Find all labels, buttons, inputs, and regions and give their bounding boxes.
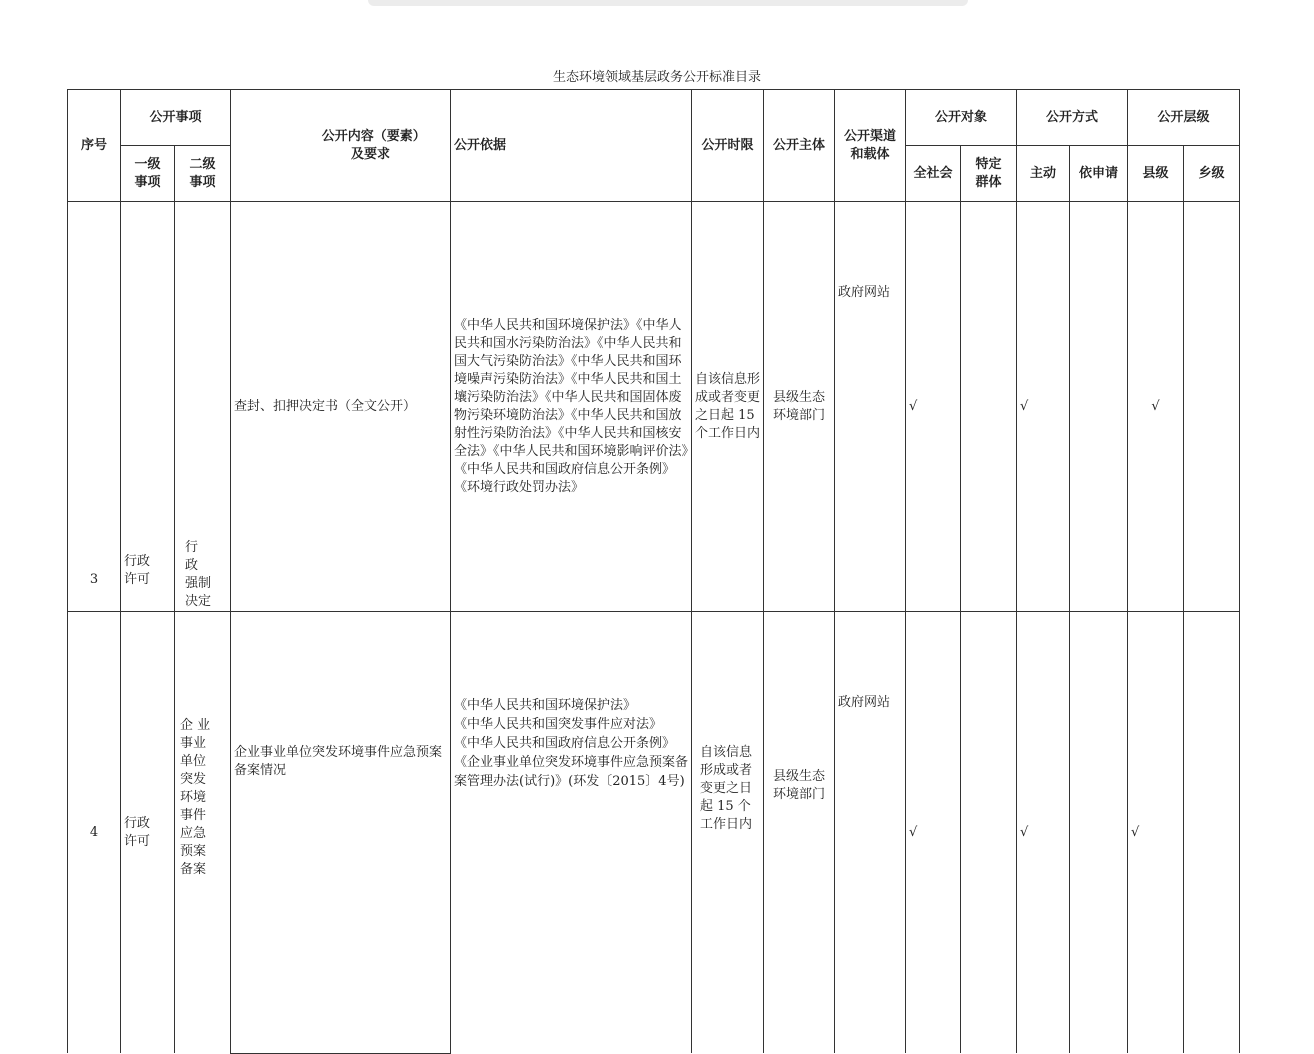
header-method: 公开方式 bbox=[1017, 90, 1128, 146]
header-items: 公开事项 bbox=[121, 90, 231, 146]
row-method-active: √ bbox=[1017, 612, 1070, 1054]
row-time-limit: 自该信息形成或者变更之日起 15 个工作日内 bbox=[692, 612, 764, 1054]
catalog-table bbox=[67, 89, 1240, 1054]
row-level2: 行 政 强制 决定 bbox=[175, 202, 231, 612]
top-scroll-bar bbox=[368, 0, 968, 6]
header-basis: 公开依据 bbox=[451, 90, 692, 202]
row-channel: 政府网站 bbox=[835, 202, 906, 612]
row-level1: 行政 许可 bbox=[121, 612, 175, 1054]
row-method-apply bbox=[1070, 202, 1128, 612]
row-level-town bbox=[1184, 612, 1240, 1054]
header-level-county: 县级 bbox=[1128, 146, 1184, 202]
row-basis: 《中华人民共和国环境保护法》 《中华人民共和国突发事件应对法》 《中华人民共和国政府信息公开条例》《企业事业单位突发环境事件应急预案备案管理办法(试行)》(环发〔2015〕4号) bbox=[451, 612, 692, 1054]
header-channel: 公开渠道和载体 bbox=[835, 90, 906, 202]
row-audience-all: √ bbox=[906, 202, 961, 612]
row-audience-all: √ bbox=[906, 612, 961, 1054]
header-level: 公开层级 bbox=[1128, 90, 1240, 146]
row-level2: 企 业 事业 单位 突发 环境 事件 应急 预案 备案 bbox=[175, 612, 231, 1054]
catalog-table-wrapper bbox=[67, 89, 1240, 1054]
row-method-active: √ bbox=[1017, 202, 1070, 612]
row-subject: 县级生态环境部门 bbox=[764, 202, 835, 612]
row-content: 查封、扣押决定书（全文公开） bbox=[231, 202, 451, 612]
header-level1: 一级 事项 bbox=[121, 146, 175, 202]
row-audience-specific bbox=[961, 202, 1017, 612]
row-level1: 行政 许可 bbox=[121, 202, 175, 612]
header-audience-all: 全社会 bbox=[906, 146, 961, 202]
row-method-apply bbox=[1070, 612, 1128, 1054]
header-level2: 二级 事项 bbox=[175, 146, 231, 202]
row-seq: 3 bbox=[68, 202, 121, 612]
row-content: 企业事业单位突发环境事件应急预案备案情况 bbox=[231, 612, 451, 1054]
header-audience-specific: 特定 群体 bbox=[961, 146, 1017, 202]
header-subject: 公开主体 bbox=[764, 90, 835, 202]
row-seq: 4 bbox=[68, 612, 121, 1054]
row-channel: 政府网站 bbox=[835, 612, 906, 1054]
header-seq: 序号 bbox=[68, 90, 121, 202]
row-time-limit: 自该信息形成或者变更之日起 15 个工作日内 bbox=[692, 202, 764, 612]
header-method-active: 主动 bbox=[1017, 146, 1070, 202]
row-subject: 县级生态环境部门 bbox=[764, 612, 835, 1054]
table-row bbox=[68, 612, 1240, 1054]
header-time-limit: 公开时限 bbox=[692, 90, 764, 202]
row-basis: 《中华人民共和国环境保护法》《中华人民共和国水污染防治法》《中华人民共和国大气污染防治法》《中华人民共和国环境噪声污染防治法》《中华人民共和国土壤污染防治法》《中华人民共和国固体废物污染环境防治法》《中华人民共和国放射性污染防治法》《中华人民共和国核安全法》《中华人民共和国环境影响评价法》《中华人民共和国政府信息公开条例》《环境行政处罚办法》 bbox=[451, 202, 692, 612]
document-title: 生态环境领域基层政务公开标准目录 bbox=[552, 70, 761, 85]
header-audience: 公开对象 bbox=[906, 90, 1017, 146]
header-level-town: 乡级 bbox=[1184, 146, 1240, 202]
row-level-county: √ bbox=[1128, 612, 1184, 1054]
header-method-apply: 依申请 bbox=[1070, 146, 1128, 202]
header-content: 公开内容（要素）及要求 bbox=[231, 90, 451, 202]
table-row bbox=[68, 202, 1240, 612]
row-level-county: √ bbox=[1128, 202, 1184, 612]
row-audience-specific bbox=[961, 612, 1017, 1054]
row-level-town bbox=[1184, 202, 1240, 612]
